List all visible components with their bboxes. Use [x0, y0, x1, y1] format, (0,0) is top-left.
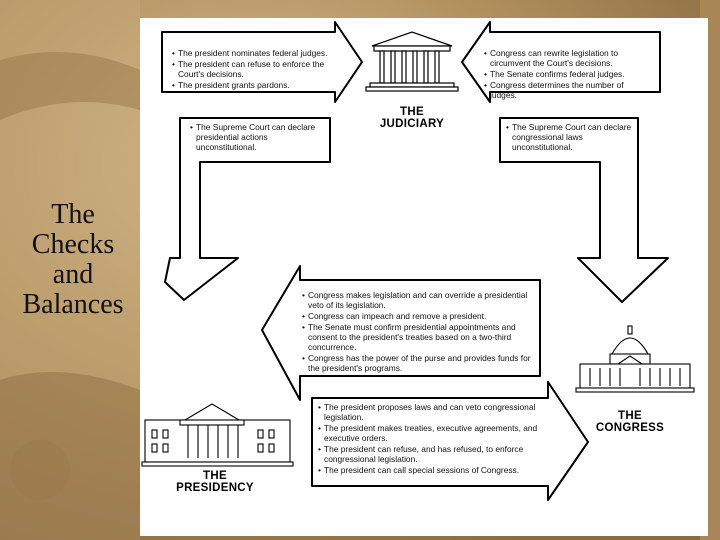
list-item: • The Senate confirms federal judges.	[484, 69, 652, 79]
congress-label: THE CONGRESS	[595, 410, 665, 434]
president-checks-congress	[318, 402, 546, 476]
judiciary-checks-congress	[506, 122, 634, 153]
list-item: • The president can refuse, and has refused, to enforce congressional legislation.	[318, 444, 546, 464]
president-checks-judiciary	[172, 48, 344, 91]
list-item: • The Supreme Court can declare congressional laws unconstitutional.	[506, 122, 634, 152]
congress-checks-president	[302, 290, 534, 374]
list-item: • Congress has the power of the purse and provides funds for the president's programs.	[302, 353, 534, 373]
presidency-label: THE PRESIDENCY	[176, 470, 254, 494]
list-item: • Congress determines the number of judges.	[484, 80, 652, 100]
list-item: • The president proposes laws and can veto congressional legislation.	[318, 402, 546, 422]
list-item: • The president nominates federal judges.	[172, 48, 344, 58]
white-house-icon	[142, 404, 293, 466]
capitol-icon	[576, 326, 694, 392]
list-item: • The Senate must confirm presidential appointments and consent to the president's treaties based on a two-third concurrence.	[302, 322, 534, 352]
list-item: • The Supreme Court can declare presidential actions unconstitutional.	[190, 122, 325, 152]
judiciary-checks-president	[190, 122, 325, 153]
list-item: • The president can call special sessions of Congress.	[318, 465, 546, 475]
list-item: • Congress makes legislation and can override a presidential veto of its legislation.	[302, 290, 534, 310]
list-item: • The president grants pardons.	[172, 80, 344, 90]
congress-checks-judiciary	[484, 48, 652, 101]
courthouse-icon	[366, 32, 458, 91]
list-item: • The president makes treaties, executive agreements, and executive orders.	[318, 423, 546, 443]
list-item: • The president can refuse to enforce the Court's decisions.	[172, 59, 344, 79]
list-item: • Congress can rewrite legislation to circumvent the Court's decisions.	[484, 48, 652, 68]
slide-title: The Checks and Balances	[22, 199, 124, 320]
judiciary-label: THE JUDICIARY	[379, 106, 445, 130]
list-item: • Congress can impeach and remove a president.	[302, 311, 534, 321]
